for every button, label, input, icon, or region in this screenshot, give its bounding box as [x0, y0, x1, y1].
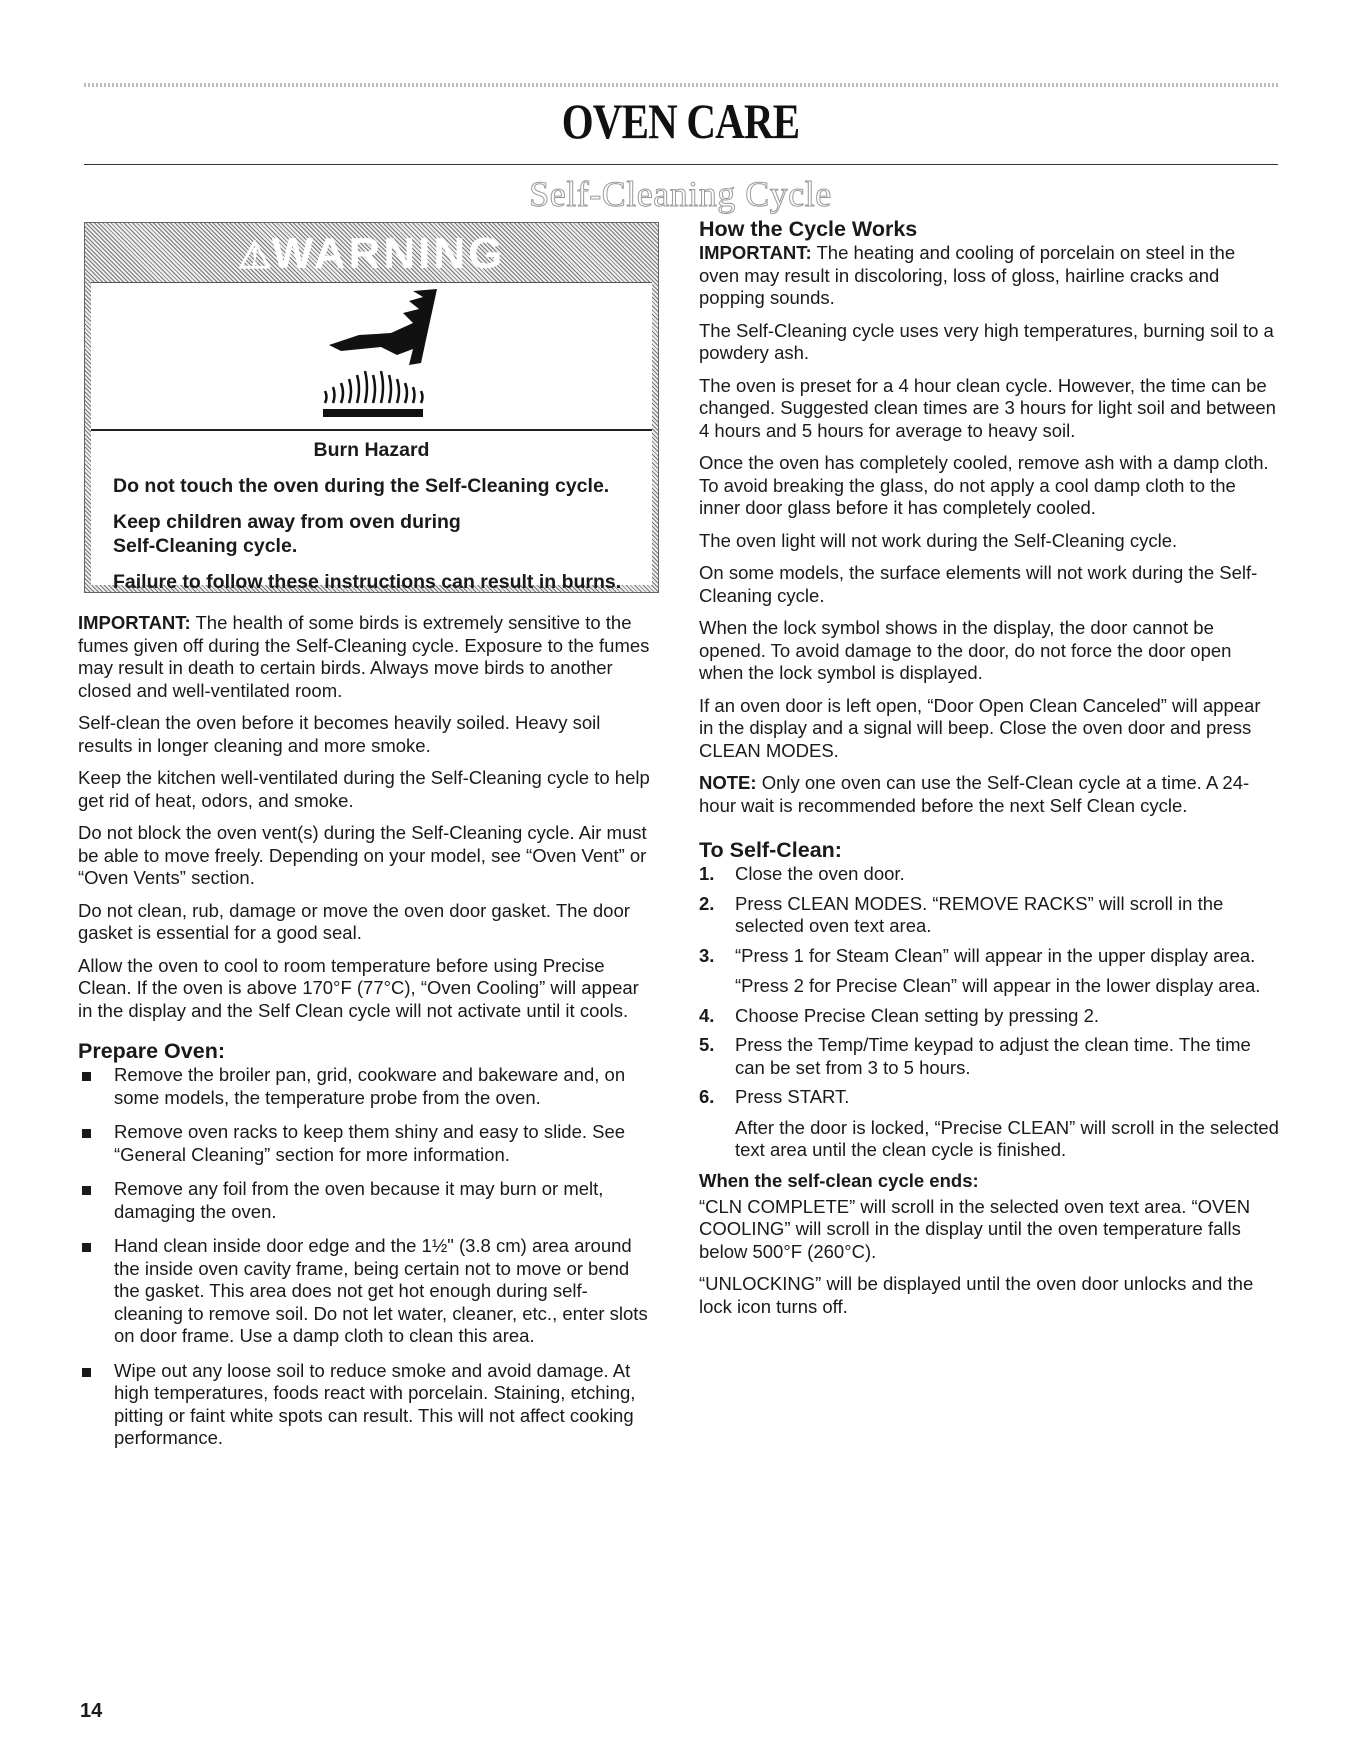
- step-subtext: After the door is locked, “Precise CLEAN” will scroll in the selected text area until the clean cycle is finished.: [735, 1116, 1279, 1160]
- important-paragraph: [78, 612, 656, 702]
- step-item: [699, 945, 1279, 998]
- list-item: Hand clean inside door edge and the 1½" (3.8 cm) area around the inside oven cavity frame, being certain not to move or bend the gasket. This area does not get hot enough during self-cleaning to remove soil. Do not let water, cleaner, etc., enter slots on door frame. Use a damp cloth to clean this area.: [78, 1235, 656, 1348]
- prepare-oven-list: [78, 1064, 656, 1450]
- step-text: “Press 1 for Steam Clean” will appear in the upper display area.: [735, 944, 1256, 966]
- title-divider: [84, 164, 1278, 165]
- warning-box: [84, 222, 659, 593]
- warning-title: WARNING: [271, 229, 506, 278]
- warning-line: Keep children away from oven during: [113, 511, 461, 533]
- paragraph: The oven is preset for a 4 hour clean cycle. However, the time can be changed. Suggested clean times are 3 hours for light soil and between 4 hours and 5 hours for average to heavy soil.: [699, 374, 1276, 441]
- prepare-oven-heading: Prepare Oven:: [78, 1039, 225, 1063]
- paragraph: On some models, the surface elements will not work during the Self-Cleaning cycle.: [699, 562, 1258, 606]
- note-text: Only one oven can use the Self-Clean cycle at a time. A 24-hour wait is recommended before the next Self Clean cycle.: [699, 772, 1250, 816]
- step-number: 4.: [699, 1004, 715, 1026]
- step-item: [699, 1086, 1279, 1162]
- section-title: Self-Cleaning Cycle: [529, 174, 832, 214]
- step-item: [699, 1034, 1279, 1079]
- paragraph: Self-clean the oven before it becomes heavily soiled. Heavy soil results in longer cleaning and more smoke.: [78, 712, 601, 756]
- note-label: NOTE:: [699, 772, 757, 793]
- warning-triangle-icon: ⚠: [237, 235, 272, 277]
- important-text: The health of some birds is extremely sensitive to the fumes given off during the Self-Cleaning cycle. Exposure to the fumes may result in death to certain birds. Always move birds to another closed and well-ventilated room.: [78, 612, 650, 701]
- step-item: [699, 1005, 1279, 1028]
- important-text: The heating and cooling of porcelain on steel in the oven may result in discoloring, loss of gloss, hairline cracks and popping sounds.: [699, 242, 1236, 308]
- step-text: Choose Precise Clean setting by pressing 2.: [735, 1004, 1100, 1026]
- note-paragraph: [699, 772, 1279, 817]
- paragraph: The Self-Cleaning cycle uses very high temperatures, burning soil to a powdery ash.: [699, 319, 1274, 363]
- paragraph: Do not block the oven vent(s) during the Self-Cleaning cycle. Air must be able to move freely. Depending on your model, see “Oven Vent” or “Oven Vents” section.: [78, 822, 647, 888]
- to-self-clean-heading: To Self-Clean:: [699, 838, 842, 862]
- paragraph: The oven light will not work during the Self-Cleaning cycle.: [699, 529, 1178, 551]
- step-number: 6.: [699, 1086, 715, 1107]
- list-item: Wipe out any loose soil to reduce smoke and avoid damage. At high temperatures, foods react with porcelain. Staining, etching, pitting or faint white spots can result. This will not affect cooking performance.: [78, 1360, 656, 1450]
- paragraph: Allow the oven to cool to room temperature before using Precise Clean. If the oven is above 170°F (77°C), “Oven Cooling” will appear in the display and the Self Clean cycle will not activate until it cools.: [78, 954, 639, 1021]
- step-number: 3.: [699, 944, 715, 966]
- paragraph: When the lock symbol shows in the display, the door cannot be opened. To avoid damage to the door, do not force the door open when the lock symbol is displayed.: [699, 617, 1232, 683]
- step-text: Press START.: [735, 1086, 850, 1107]
- step-number: 2.: [699, 892, 715, 914]
- step-number: 5.: [699, 1034, 715, 1055]
- step-item: [699, 863, 1279, 886]
- important-paragraph: [699, 242, 1279, 310]
- how-cycle-works-heading: How the Cycle Works: [699, 217, 918, 241]
- page-number: 14: [80, 1700, 103, 1722]
- burn-hazard-label: Burn Hazard: [313, 439, 430, 461]
- right-column: [699, 216, 1279, 1328]
- step-text: Close the oven door.: [735, 863, 905, 884]
- important-label: IMPORTANT:: [699, 242, 812, 263]
- important-label: IMPORTANT:: [78, 612, 191, 633]
- warning-header: [85, 229, 658, 279]
- step-text: Press the Temp/Time keypad to adjust the clean time. The time can be set from 3 to 5 hours.: [735, 1034, 1251, 1078]
- paragraph: “UNLOCKING” will be displayed until the oven door unlocks and the lock icon turns off.: [699, 1273, 1254, 1317]
- warning-line: Do not touch the oven during the Self-Cleaning cycle.: [113, 475, 610, 497]
- top-dotted-rule: [84, 83, 1278, 87]
- burn-hazard-illustration: [91, 283, 652, 431]
- hand-heat-icon: [91, 283, 652, 429]
- warning-line: Self-Cleaning cycle.: [113, 535, 298, 557]
- left-column: [78, 612, 656, 1462]
- page-title: OVEN CARE: [561, 93, 800, 149]
- paragraph: If an oven door is left open, “Door Open Clean Canceled” will appear in the display and a signal will beep. Close the oven door and press CLEAN MODES.: [699, 694, 1261, 761]
- paragraph: Once the oven has completely cooled, remove ash with a damp cloth. To avoid breaking the glass, do not apply a cool damp cloth to the inner door glass before it has completely cooled.: [699, 452, 1269, 518]
- paragraph: Do not clean, rub, damage or move the oven door gasket. The door gasket is essential for a good seal.: [78, 899, 630, 943]
- list-item: Remove any foil from the oven because it may burn or melt, damaging the oven.: [78, 1178, 656, 1223]
- warning-line: Failure to follow these instructions can result in burns.: [113, 571, 622, 593]
- paragraph: Keep the kitchen well-ventilated during the Self-Cleaning cycle to help get rid of heat, odors, and smoke.: [78, 767, 650, 811]
- paragraph: “CLN COMPLETE” will scroll in the selected oven text area. “OVEN COOLING” will scroll in the display until the oven temperature falls below 500°F (260°C).: [699, 1195, 1251, 1262]
- step-subtext: “Press 2 for Precise Clean” will appear in the lower display area.: [735, 975, 1261, 996]
- step-item: [699, 893, 1279, 938]
- self-clean-steps: [699, 863, 1279, 1162]
- warning-panel: [91, 282, 652, 593]
- cycle-ends-heading: When the self-clean cycle ends:: [699, 1169, 979, 1191]
- warning-text: [91, 438, 652, 606]
- list-item: Remove oven racks to keep them shiny and easy to slide. See “General Cleaning” section for more information.: [78, 1121, 656, 1166]
- step-number: 1.: [699, 863, 715, 884]
- list-item: Remove the broiler pan, grid, cookware and bakeware and, on some models, the temperature probe from the oven.: [78, 1064, 656, 1109]
- step-text: Press CLEAN MODES. “REMOVE RACKS” will scroll in the selected oven text area.: [735, 892, 1224, 936]
